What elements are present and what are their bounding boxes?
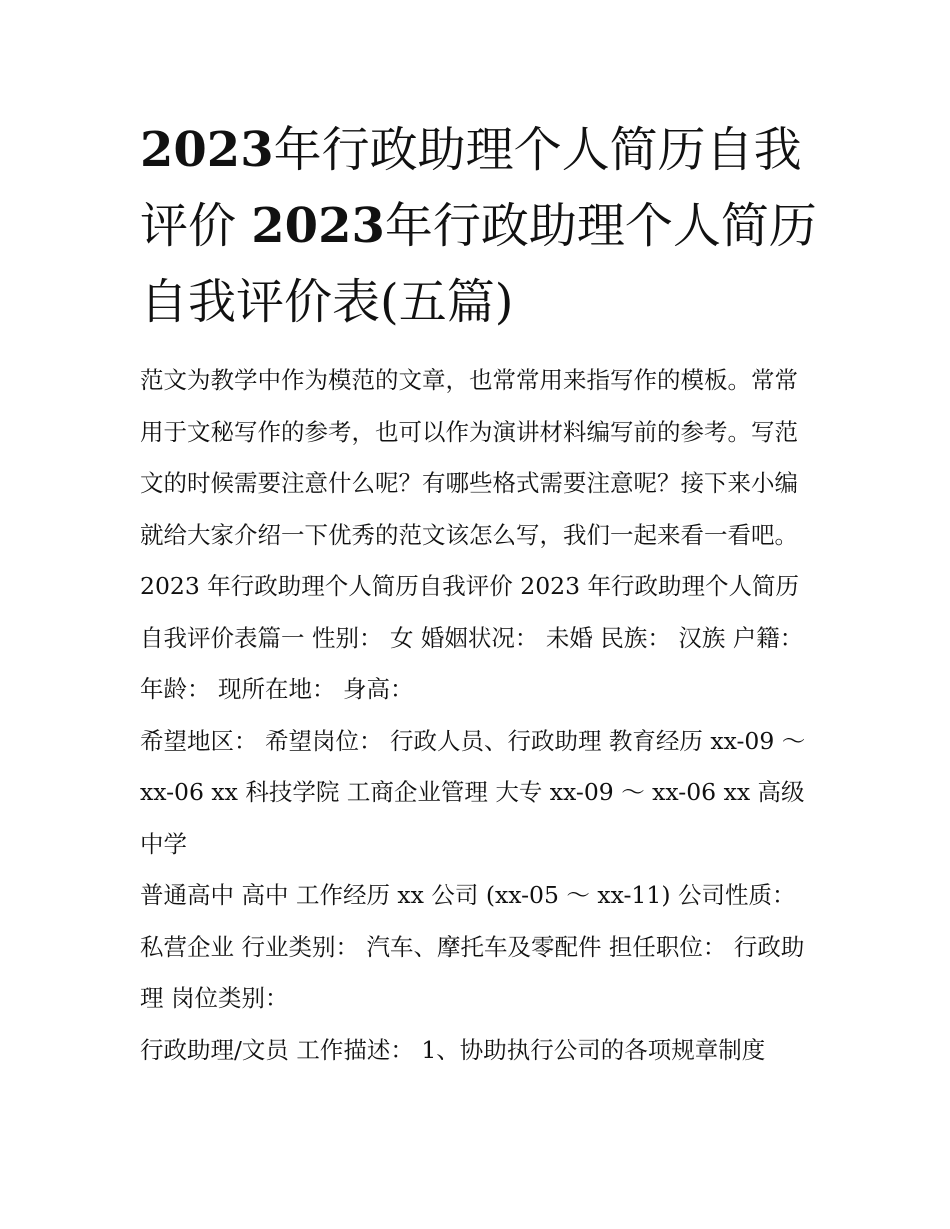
paragraph-work-experience: 普通高中 高中 工作经历 xx 公司 (xx-05 ～ xx-11) 公司性质： 私营企业 行业类别： 汽车、摩托车及零配件 担任职位： 行政助理 岗位类别： <box>140 881 805 1012</box>
paragraph-intro: 范文为教学中作为模范的文章，也常常用来指写作的模板。常常用于文秘写作的参考，也可以作为演讲材料编写前的参考。写范文的时候需要注意什么呢？有哪些格式需要注意呢？接下来小编就给大家介绍一下优秀的范文该怎么写，我们一起来看一看吧。 <box>140 366 798 549</box>
title-text-1: 年行政助理个人简历自我评价 <box>140 122 802 254</box>
paragraph-job-description: 行政助理/文员 工作描述： 1、协助执行公司的各项规章制度 <box>140 1035 766 1064</box>
paragraph-basic-info: 2023 年行政助理个人简历自我评价 2023 年行政助理个人简历自我评价表篇一 性别： 女 婚姻状况： 未婚 民族： 汉族 户籍： 年龄： 现所在地： 身高： <box>140 572 804 703</box>
title-year-2: 2023 <box>251 198 385 254</box>
title-text-2: 年行政助理个人简历自我评价表(五篇) <box>140 198 817 330</box>
document-title <box>140 112 820 340</box>
paragraph-education: 希望地区： 希望岗位： 行政人员、行政助理 教育经历 xx-09 ～ xx-06 xx 科技学院 工商企业管理 大专 xx-09 ～ xx-06 xx 高级中学 <box>140 726 806 858</box>
title-year-1: 2023 <box>140 122 274 178</box>
document-body <box>140 355 810 1076</box>
